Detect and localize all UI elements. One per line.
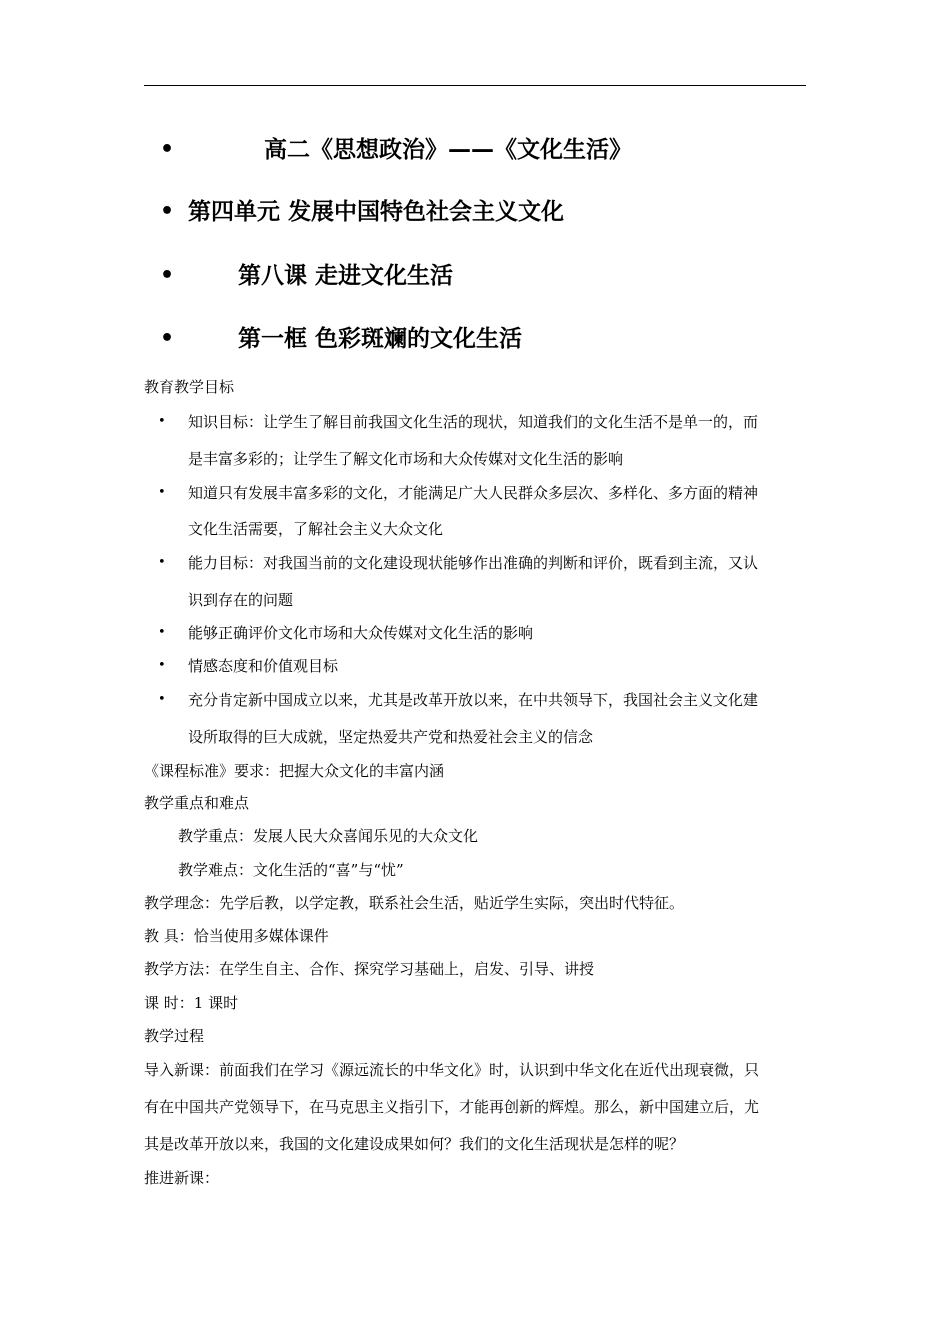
objective-6-line1: 充分肯定新中国成立以来，尤其是改革开放以来，在中共领导下，我国社会主义文化建	[188, 691, 759, 709]
key-point: 教学重点：发展人民大众喜闻乐见的大众文化	[178, 827, 479, 845]
heading-section-text: 第一框 色彩斑斓的文化生活	[238, 326, 523, 352]
intro-line-2: 有在中国共产党领导下，在马克思主义指引下，才能再创新的辉煌。那么，新中国建立后，尤	[144, 1098, 760, 1116]
course-standard: 《课程标准》要求：把握大众文化的丰富内涵	[144, 762, 445, 780]
teaching-tools: 教 具：恰当使用多媒体课件	[144, 927, 329, 945]
bullet-icon: •	[158, 658, 166, 673]
difficult-point: 教学难点：文化生活的“喜”与“忧”	[178, 861, 404, 879]
bullet-icon: •	[160, 263, 175, 288]
objective-3-line2: 识到存在的问题	[188, 591, 294, 609]
teaching-concept: 教学理念：先学后教，以学定教，联系社会生活，贴近学生实际，突出时代特征。	[144, 894, 685, 912]
objective-2-line2: 文化生活需要，了解社会主义大众文化	[188, 520, 444, 538]
intro-line-1: 导入新课：前面我们在学习《源远流长的中华文化》时，认识到中华文化在近代出现衰微，只	[144, 1061, 760, 1079]
bullet-icon: •	[160, 326, 175, 351]
objective-4: 能够正确评价文化市场和大众传媒对文化生活的影响	[188, 624, 534, 642]
bullet-icon: •	[158, 485, 166, 500]
intro-line-3: 其是改革开放以来，我国的文化建设成果如何？我们的文化生活现状是怎样的呢？	[144, 1135, 685, 1153]
objective-2-line1: 知道只有发展丰富多彩的文化，才能满足广大人民群众多层次、多样化、多方面的精神	[188, 484, 759, 502]
objective-1-line1: 知识目标：让学生了解目前我国文化生活的现状，知道我们的文化生活不是单一的，而	[188, 413, 759, 431]
header-rule	[144, 85, 806, 86]
objective-5: 情感态度和价值观目标	[188, 657, 339, 675]
bullet-icon: •	[160, 137, 175, 162]
bullet-icon: •	[160, 199, 175, 224]
objectives-title: 教育教学目标	[144, 378, 235, 396]
class-hours: 课 时：1 课时	[144, 994, 239, 1012]
bullet-icon: •	[158, 555, 166, 570]
key-title: 教学重点和难点	[144, 794, 250, 812]
bullet-icon: •	[158, 625, 166, 640]
heading-lesson-text: 第八课 走进文化生活	[238, 263, 454, 289]
advance-label: 推进新课：	[144, 1169, 220, 1187]
heading-course-text: 高二《思想政治》——《文化生活》	[264, 137, 632, 163]
bullet-icon: •	[158, 692, 166, 707]
heading-unit-text: 第四单元 发展中国特色社会主义文化	[188, 199, 565, 225]
process-title: 教学过程	[144, 1027, 205, 1045]
objective-6-line2: 设所取得的巨大成就，坚定热爱共产党和热爱社会主义的信念	[188, 728, 594, 746]
bullet-icon: •	[158, 414, 166, 429]
objective-3-line1: 能力目标：对我国当前的文化建设现状能够作出准确的判断和评价，既看到主流，又认	[188, 554, 759, 572]
objective-1-line2: 是丰富多彩的；让学生了解文化市场和大众传媒对文化生活的影响	[188, 450, 624, 468]
teaching-method: 教学方法：在学生自主、合作、探究学习基础上，启发、引导、讲授	[144, 960, 595, 978]
